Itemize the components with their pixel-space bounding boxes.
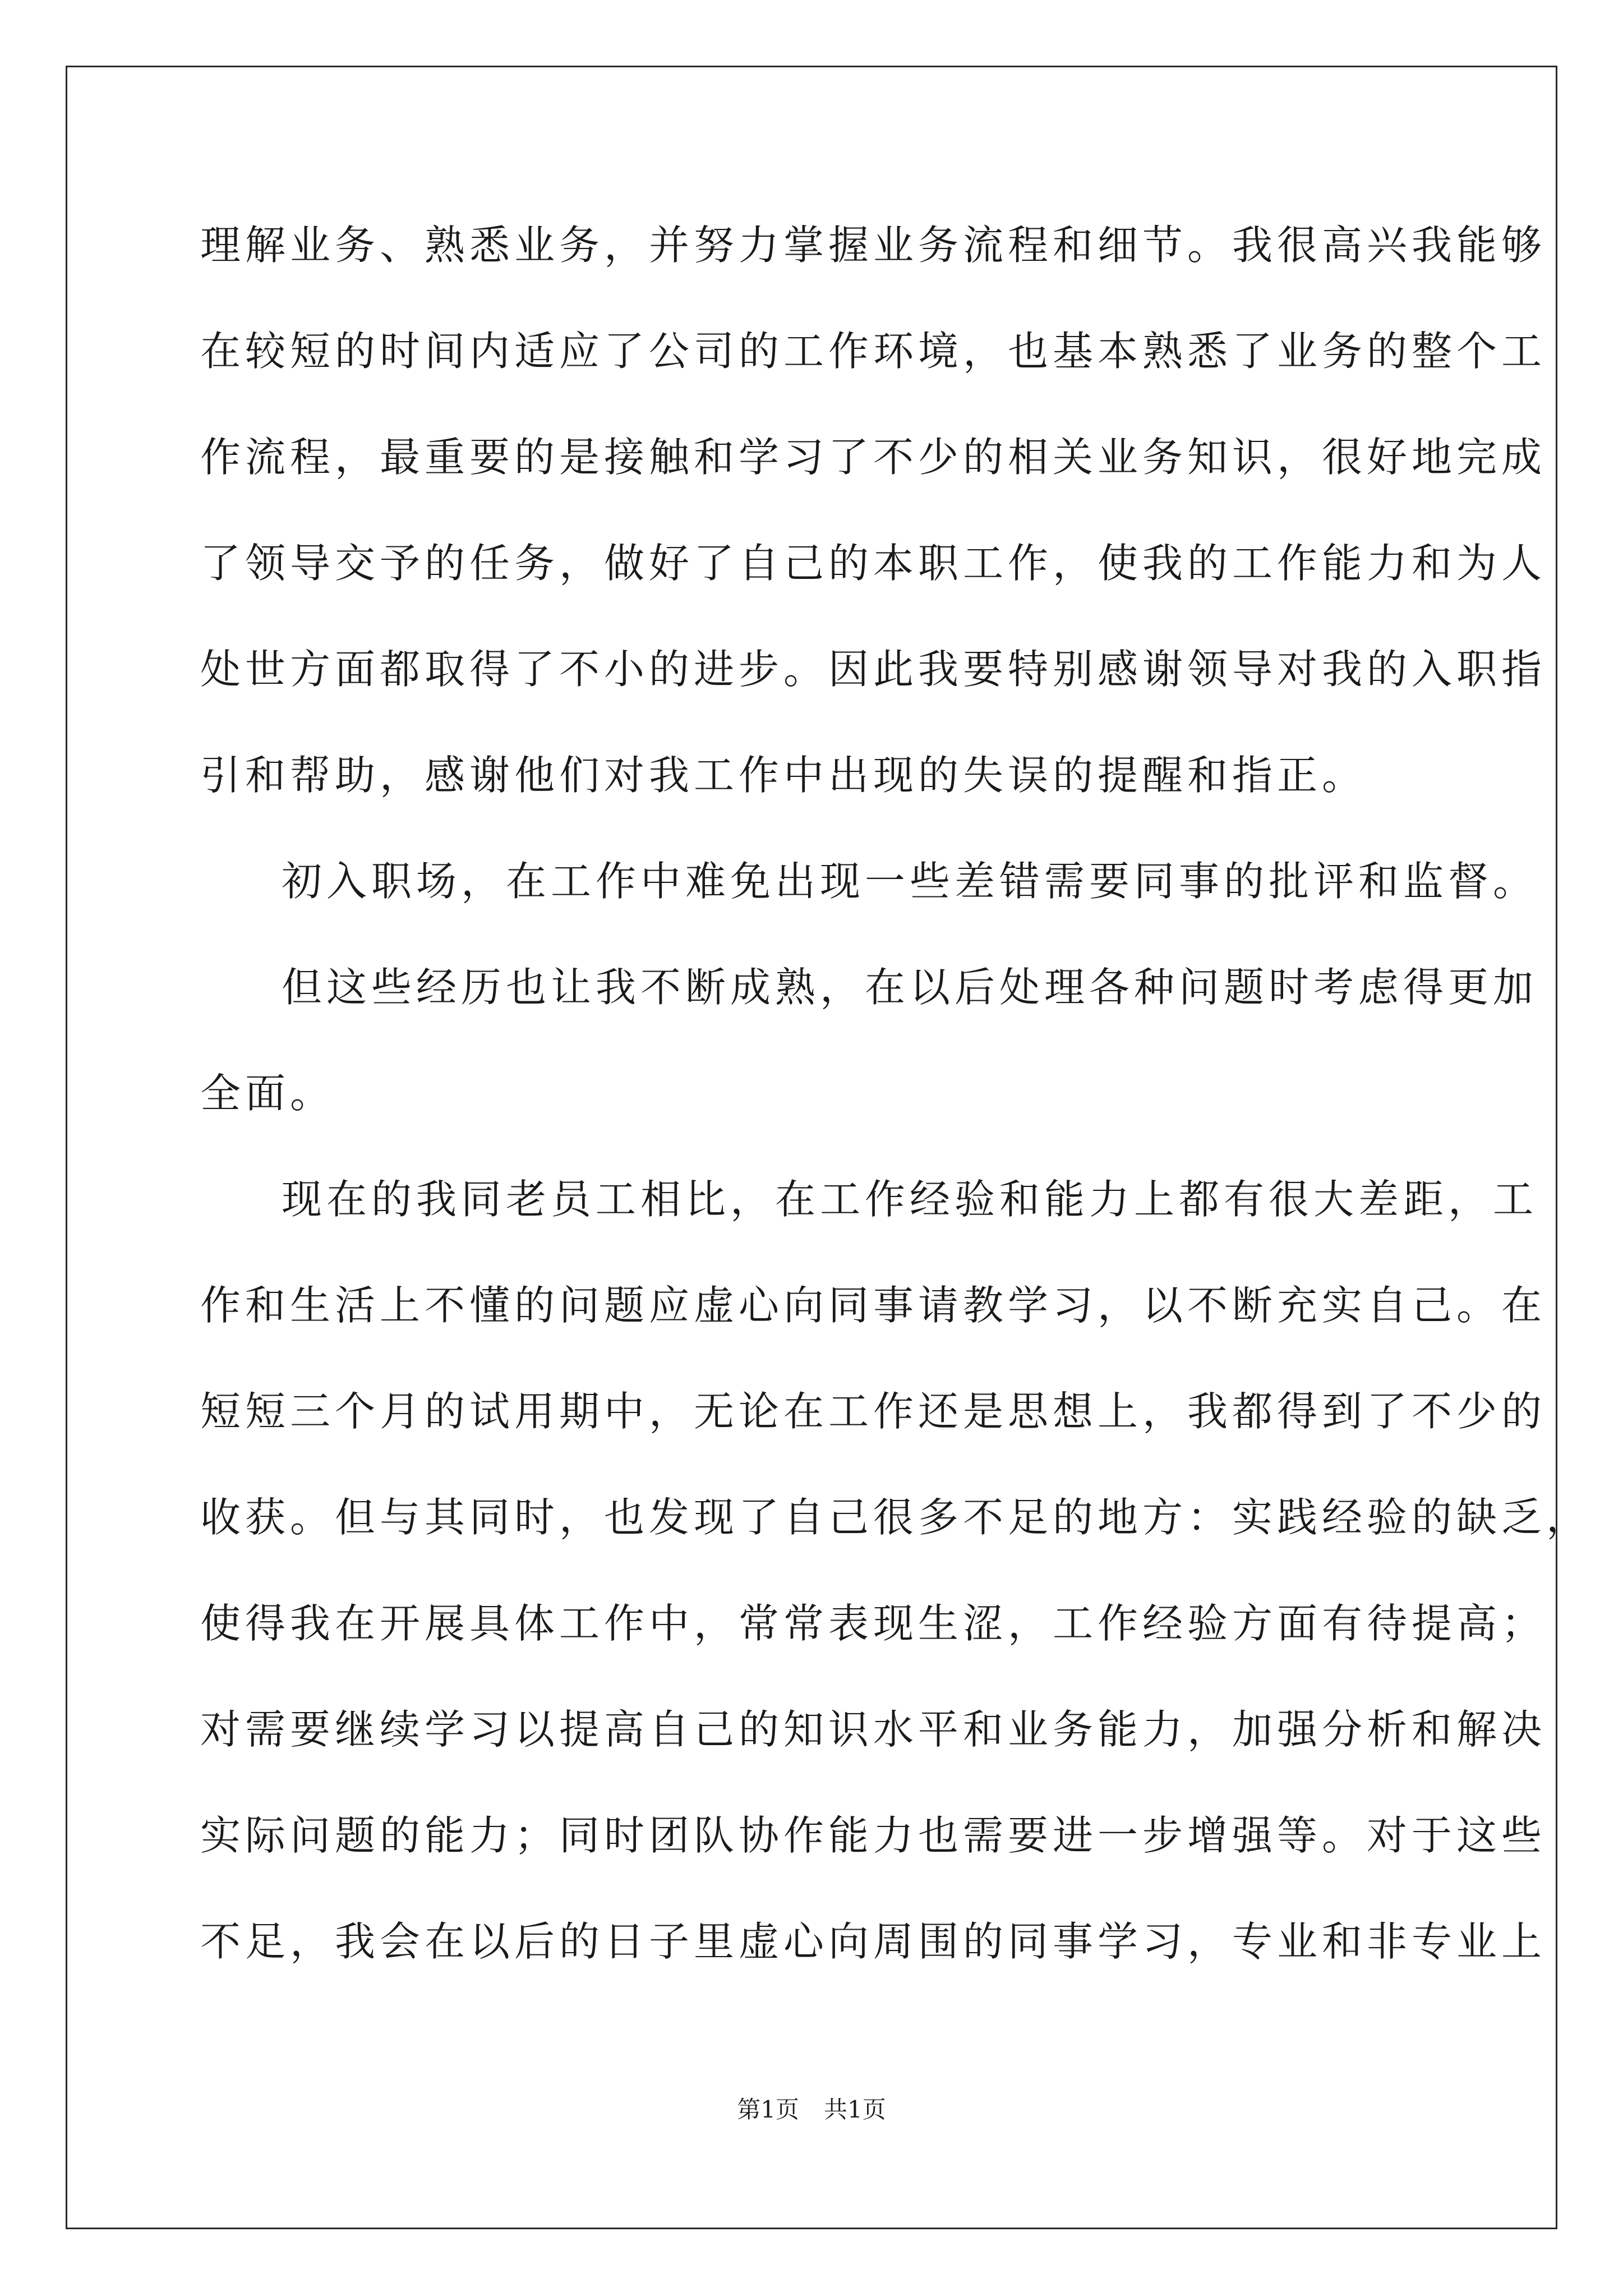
- page-total: 共1页: [824, 2096, 886, 2123]
- page-number: 第1页: [737, 2096, 799, 2123]
- paragraph-first-line: 但这些经历也让我不断成熟，在以后处理各种问题时考虑得更加: [282, 964, 1538, 1011]
- text-line: 使得我在开展具体工作中，常常表现生涩，工作经验方面有待提高；: [200, 1600, 1547, 1647]
- text-line: 作流程，最重要的是接触和学习了不少的相关业务知识，很好地完成: [200, 434, 1547, 481]
- text-line: 收获。但与其同时，也发现了自己很多不足的地方：实践经验的缺乏，: [200, 1494, 1592, 1541]
- text-line: 短短三个月的试用期中，无论在工作还是思想上，我都得到了不少的: [200, 1388, 1547, 1435]
- text-line: 作和生活上不懂的问题应虚心向同事请教学习，以不断充实自己。在: [200, 1282, 1547, 1329]
- text-line: 全面。: [200, 1070, 335, 1117]
- text-line: 了领导交予的任务，做好了自己的本职工作，使我的工作能力和为人: [200, 540, 1547, 587]
- paragraph-first-line: 初入职场，在工作中难免出现一些差错需要同事的批评和监督。: [282, 858, 1538, 905]
- paragraph-first-line: 现在的我同老员工相比，在工作经验和能力上都有很大差距，工: [282, 1176, 1538, 1223]
- text-line: 引和帮助，感谢他们对我工作中出现的失误的提醒和指正。: [200, 752, 1367, 799]
- page-footer: [0, 2091, 1623, 2125]
- text-line: 不足，我会在以后的日子里虚心向周围的同事学习，专业和非专业上: [200, 1918, 1547, 1965]
- text-line: 对需要继续学习以提高自己的知识水平和业务能力，加强分析和解决: [200, 1706, 1547, 1753]
- text-line: 处世方面都取得了不小的进步。因此我要特别感谢领导对我的入职指: [200, 646, 1547, 693]
- text-line: 实际问题的能力；同时团队协作能力也需要进一步增强等。对于这些: [200, 1812, 1547, 1859]
- text-line: 理解业务、熟悉业务，并努力掌握业务流程和细节。我很高兴我能够: [200, 222, 1547, 269]
- document-body: [200, 209, 1592, 2011]
- text-line: 在较短的时间内适应了公司的工作环境，也基本熟悉了业务的整个工: [200, 328, 1547, 375]
